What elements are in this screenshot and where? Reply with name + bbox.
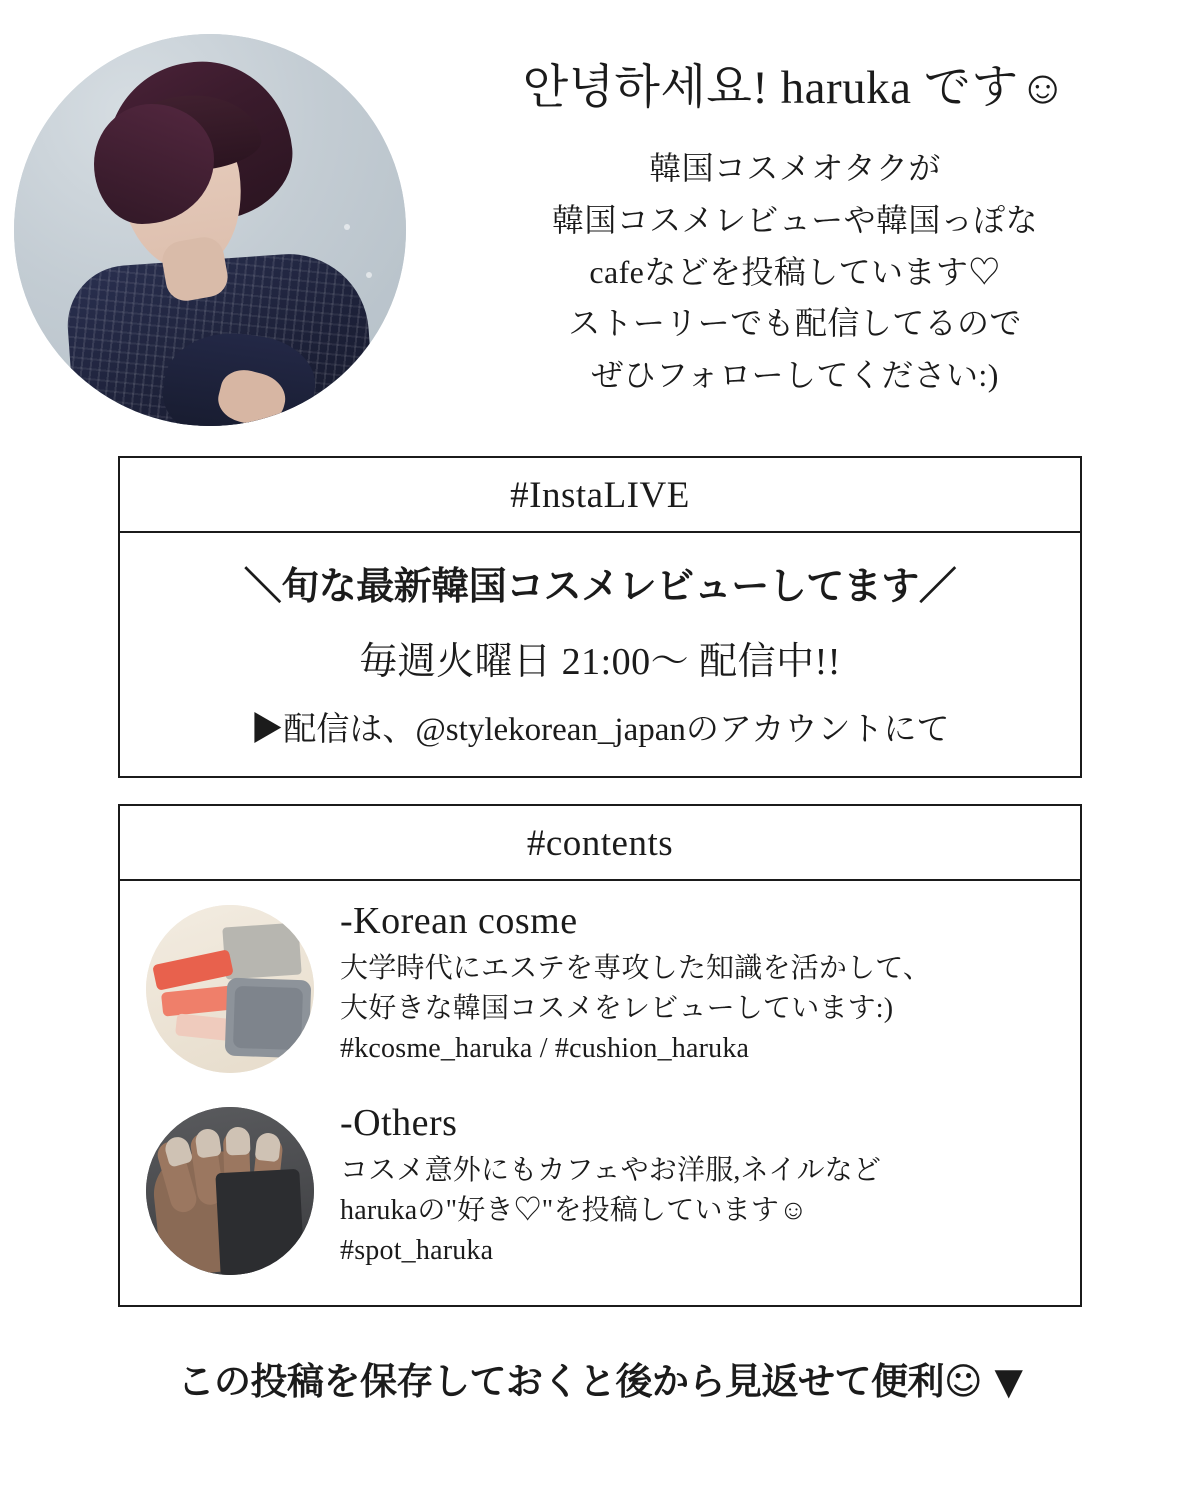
contents-title: #contents: [120, 806, 1080, 881]
instalive-title: #InstaLIVE: [120, 458, 1080, 533]
avatar: [14, 34, 406, 426]
content-hashtags: #kcosme_haruka / #cushion_haruka: [340, 1032, 750, 1064]
avatar-container: [0, 22, 420, 426]
content-desc-line-2: harukaの"好き♡"を投稿しています☺: [340, 1194, 808, 1226]
nail-tip: [226, 1127, 251, 1156]
bio-line-3: cafeなどを投稿しています♡: [589, 253, 1001, 290]
korean-cosme-thumbnail: [146, 905, 314, 1073]
contents-section: [118, 804, 1082, 1307]
content-hashtags: #spot_haruka: [340, 1234, 494, 1266]
bio-line-2: 韓国コスメレビューや韓国っぽな: [551, 201, 1038, 238]
save-post-callout: この投稿を保存しておくと後から見返せて便利☺ ▼: [177, 1360, 1023, 1403]
nail-tip: [255, 1132, 282, 1162]
list-item: [120, 1083, 1080, 1305]
instalive-section: [118, 456, 1082, 778]
content-title: -Others: [340, 1102, 458, 1144]
content-description: [340, 949, 931, 1029]
content-title: -Korean cosme: [340, 900, 578, 942]
others-text: [314, 1101, 881, 1267]
dark-card: [215, 1169, 304, 1275]
instalive-body: [120, 533, 1080, 776]
content-desc-line-1: コスメ意外にもカフェやお洋服,ネイルなど: [340, 1155, 882, 1186]
content-desc-line-2: 大好きな韓国コスメをレビューしています:): [340, 992, 894, 1024]
content-desc-line-1: 大学時代にエステを専攻した知識を活かして、: [340, 953, 932, 984]
greeting-heading: 안녕하세요! haruka です☺: [522, 62, 1068, 114]
instalive-schedule: 毎週火曜日 21:00〜 配信中!!: [359, 641, 841, 683]
instalive-headline: ＼旬な最新韓国コスメレビューしてます／: [243, 564, 957, 608]
cosme-box: [222, 922, 301, 979]
bio-text: [430, 143, 1160, 402]
instalive-account-note: ▶配信は、@stylekorean_japanのアカウントにて: [250, 712, 950, 748]
profile-intro: [420, 22, 1200, 402]
wall-speck: [344, 224, 350, 230]
list-item: [120, 881, 1080, 1083]
cushion-compact: [225, 978, 312, 1059]
content-description: [340, 1151, 881, 1231]
others-thumbnail: [146, 1107, 314, 1275]
bio-line-1: 韓国コスメオタクが: [649, 150, 941, 186]
profile-header: [0, 0, 1200, 426]
bio-line-4: ストーリーでも配信してるので: [568, 305, 1022, 342]
korean-cosme-text: [314, 899, 931, 1065]
bio-line-5: ぜひフォローしてください:): [591, 357, 999, 394]
wall-speck: [366, 272, 372, 278]
